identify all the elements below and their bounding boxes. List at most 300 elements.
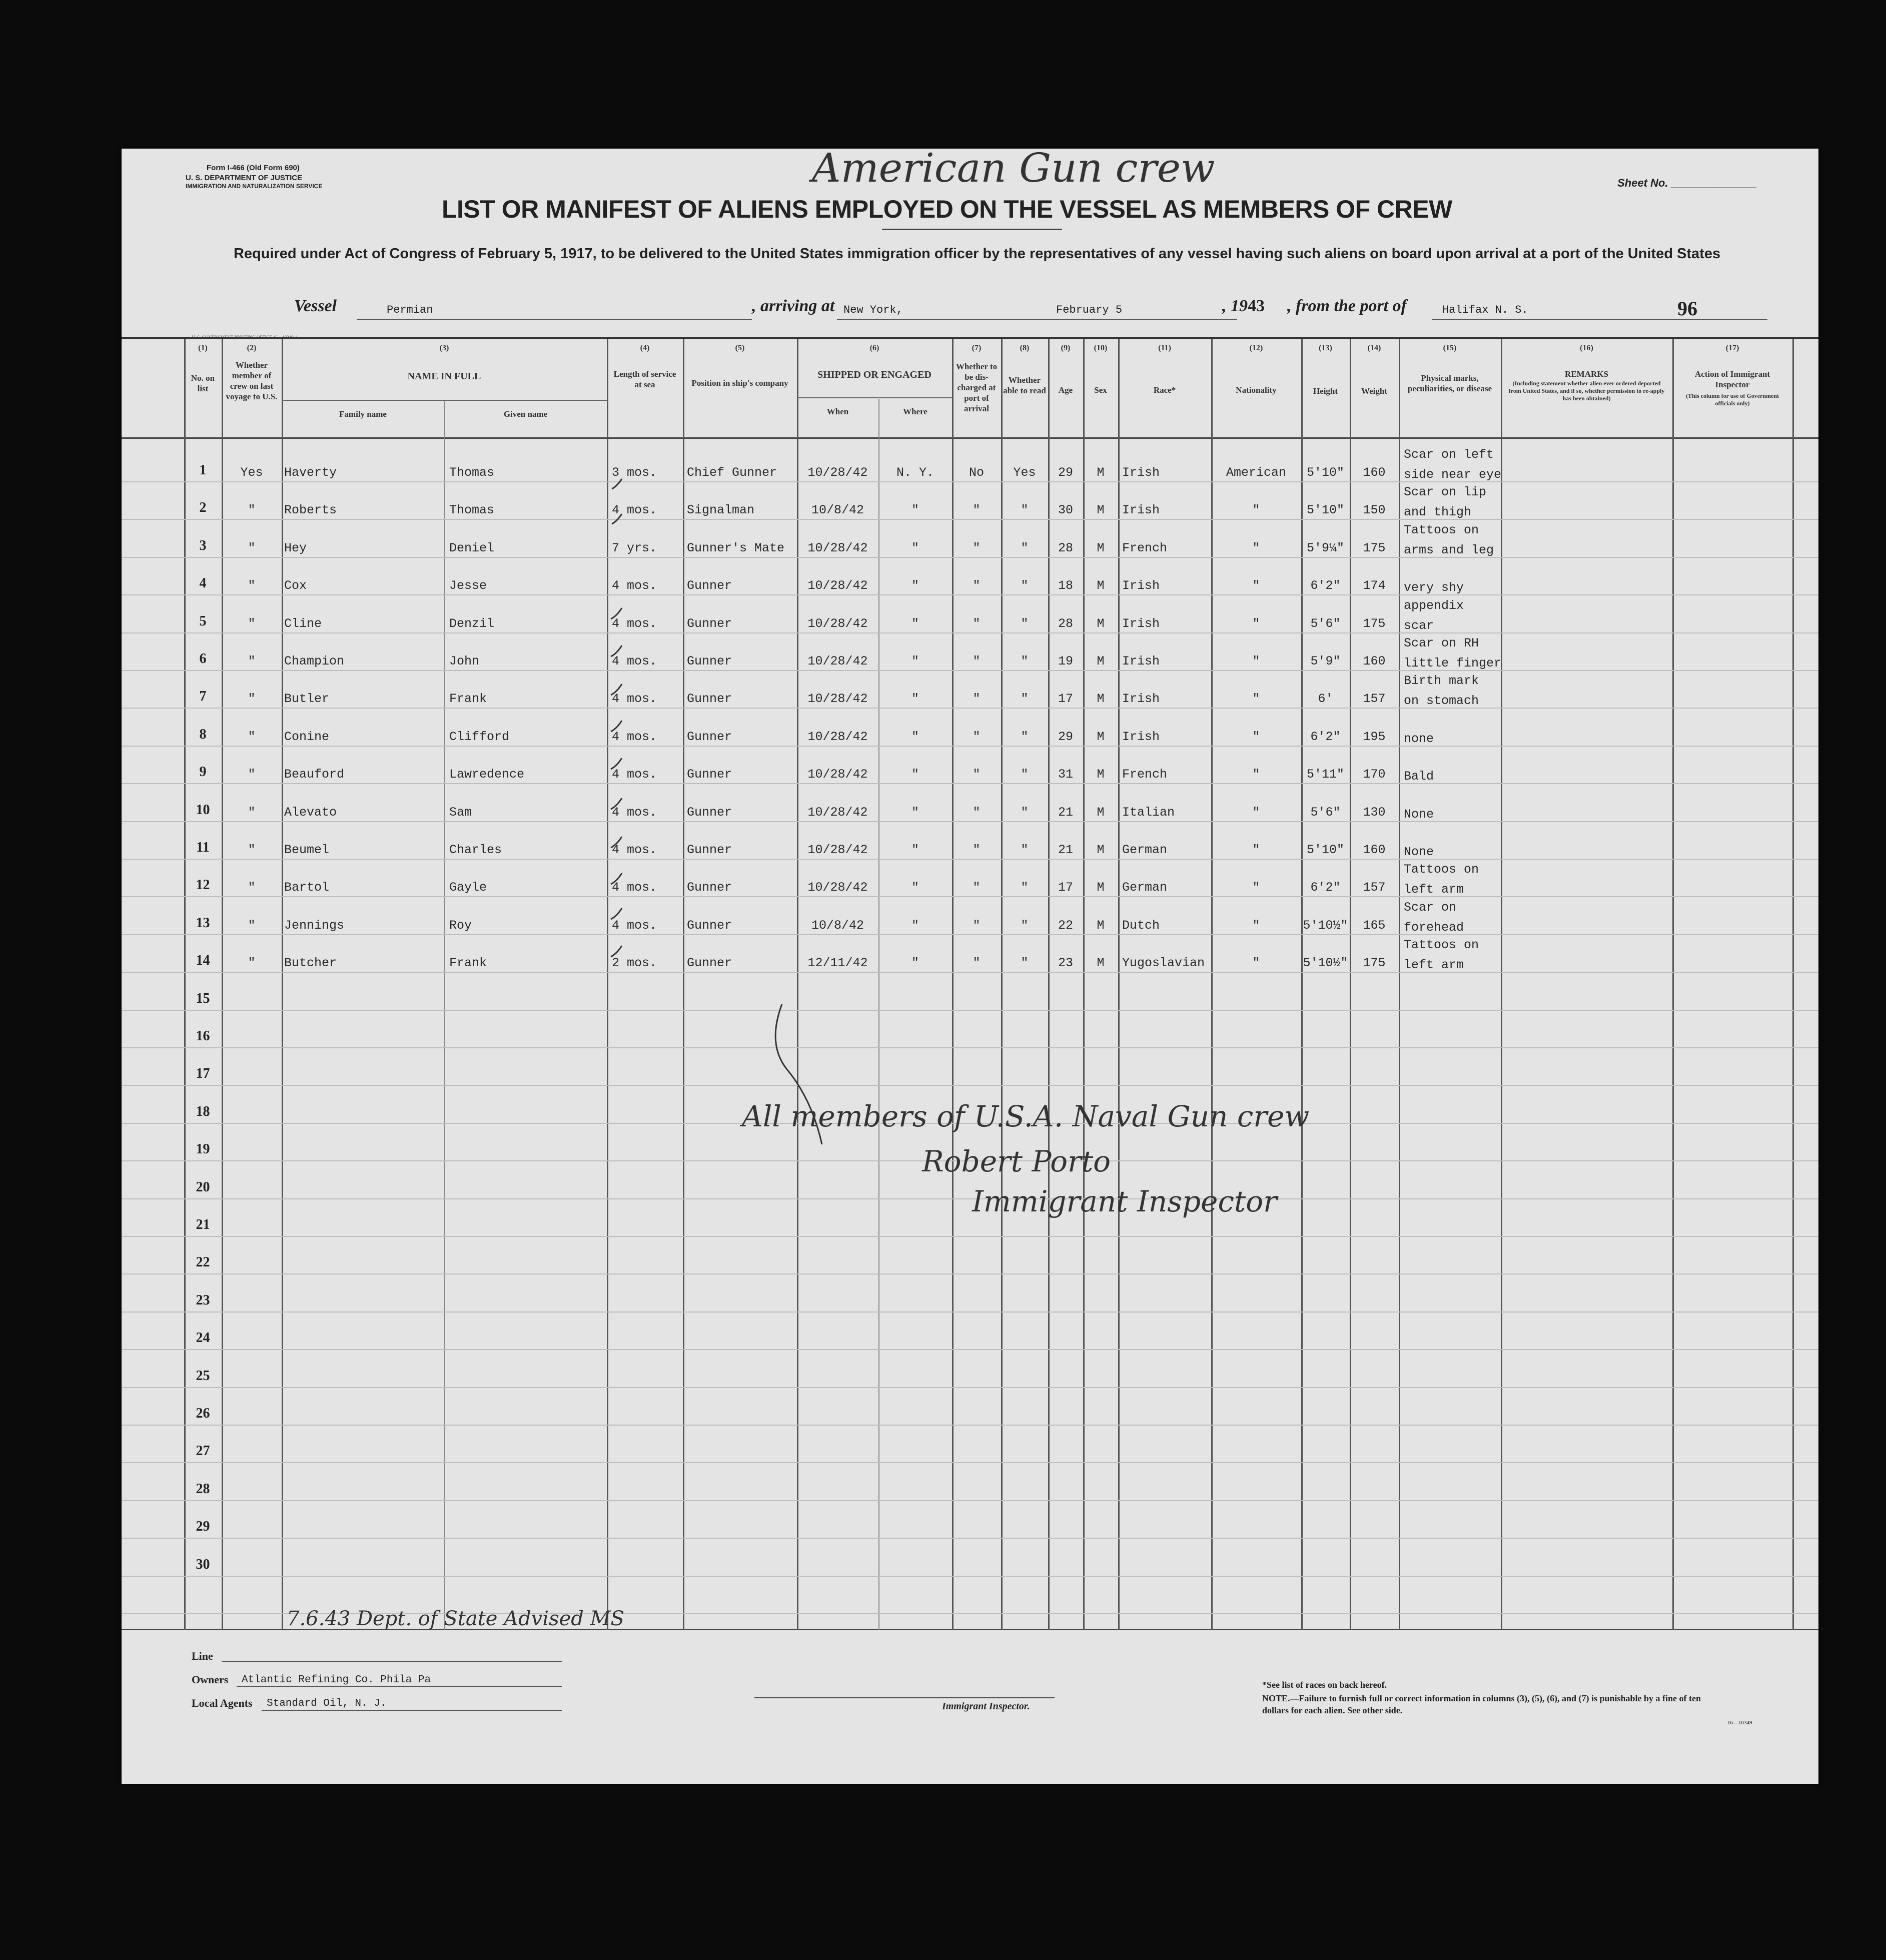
col-num: (13) <box>1319 344 1332 352</box>
col-num: (7) <box>972 344 982 352</box>
cell-sex: M <box>1097 730 1105 744</box>
col-num: (4) <box>640 344 650 352</box>
row-number: 20 <box>196 1179 210 1195</box>
cell-able-to-read: Yes <box>1013 465 1036 480</box>
handwritten-heading: American Gun crew <box>812 145 1215 191</box>
cell-sex: M <box>1097 918 1105 933</box>
cell-height: 5'10" <box>1306 503 1344 517</box>
row-rule <box>122 1085 1818 1086</box>
cell-discharged: No <box>969 465 984 480</box>
col-header-remarks: REMARKS <box>1565 369 1608 379</box>
manifest-title: LIST OR MANIFEST OF ALIENS EMPLOYED ON THE VESSEL AS MEMBERS OF CREW <box>442 195 1452 223</box>
cell-able-to-read: " <box>1021 578 1029 593</box>
cell-position: Chief Gunner <box>687 465 777 480</box>
cell-prev-voyage: " <box>248 578 256 593</box>
vessel-label: Vessel <box>294 297 337 315</box>
line-label: Line <box>192 1650 213 1662</box>
page-number: 96 <box>1677 297 1697 320</box>
cell-discharged: " <box>973 767 981 782</box>
col-header-position: Position in ship's company <box>691 378 788 388</box>
cell-service-length: 4 mos. <box>612 805 657 820</box>
cell-race: German <box>1122 880 1168 895</box>
cell-able-to-read: " <box>1021 730 1029 744</box>
row-rule <box>122 1425 1818 1426</box>
cell-shipped-where: " <box>911 956 919 970</box>
cell-nationality: " <box>1252 730 1260 744</box>
header-bottom-rule <box>122 437 1818 439</box>
cell-physical-marks: Scar on <box>1404 900 1457 915</box>
cell-service-length: 3 mos. <box>612 465 657 480</box>
row-number: 12 <box>196 877 210 893</box>
owners-value: Atlantic Refining Co. Phila Pa <box>242 1674 431 1686</box>
year-value: 43 <box>1248 297 1265 315</box>
cell-able-to-read: " <box>1021 956 1029 970</box>
row-rule <box>122 859 1818 860</box>
row-number: 15 <box>196 991 210 1006</box>
cell-sex: M <box>1097 578 1105 593</box>
cell-physical-marks: Tattoos on <box>1404 862 1479 877</box>
cell-able-to-read: " <box>1021 843 1029 857</box>
cell-position: Gunner <box>687 692 732 706</box>
row-number: 1 <box>199 462 207 478</box>
row-rule <box>122 1500 1818 1501</box>
cell-position: Gunner's Mate <box>687 541 785 555</box>
cell-age: 28 <box>1058 541 1073 555</box>
cell-race: Irish <box>1122 578 1160 593</box>
row-rule <box>122 1198 1818 1199</box>
table-top-rule <box>122 337 1818 339</box>
cell-service-length: 4 mos. <box>612 503 657 517</box>
row-number: 14 <box>196 953 210 968</box>
cell-given-name: Roy <box>449 918 472 933</box>
col-header-action-note: (This column for use of Government officials only) <box>1685 392 1779 407</box>
inspector-label: Immigrant Inspector. <box>942 1701 1030 1712</box>
row-number: 4 <box>199 575 207 591</box>
cell-prev-voyage: " <box>248 843 256 857</box>
cell-sex: M <box>1097 541 1105 555</box>
cell-weight: 165 <box>1363 918 1386 933</box>
cell-age: 21 <box>1058 843 1073 857</box>
col-header-where: Where <box>903 407 927 416</box>
cell-physical-marks: forehead <box>1404 920 1464 935</box>
row-rule <box>122 519 1818 520</box>
col-num: (9) <box>1061 344 1071 352</box>
cell-family-name: Hey <box>284 541 307 555</box>
cell-physical-marks: Tattoos on <box>1404 523 1479 537</box>
cell-weight: 130 <box>1363 805 1386 820</box>
cell-age: 19 <box>1058 654 1073 669</box>
cell-race: Irish <box>1122 503 1160 517</box>
cell-weight: 150 <box>1363 503 1386 517</box>
cell-physical-marks: very shy <box>1404 580 1464 595</box>
row-rule <box>122 1236 1818 1237</box>
col-header-shipped: SHIPPED OR ENGAGED <box>817 369 931 380</box>
cell-physical-marks: left arm <box>1404 882 1464 897</box>
col-header-discharged: Whether to be dis-charged at port of arrival <box>956 362 998 413</box>
cell-physical-marks: Scar on lip <box>1404 485 1487 499</box>
col-header-action: Action of Immigrant Inspector <box>1694 369 1770 389</box>
cell-prev-voyage: " <box>248 956 256 970</box>
cell-discharged: " <box>973 880 981 895</box>
cell-physical-marks: on stomach <box>1404 694 1479 708</box>
cell-weight: 157 <box>1363 880 1386 895</box>
row-number: 16 <box>196 1028 210 1044</box>
cell-physical-marks: Bald <box>1404 769 1434 784</box>
cell-physical-marks: arms and leg <box>1404 543 1494 557</box>
cell-physical-marks: Scar on RH <box>1404 636 1479 650</box>
cell-height: 6'2" <box>1310 578 1341 593</box>
year-label: , 1943 <box>1222 297 1265 315</box>
cell-race: Dutch <box>1122 918 1160 933</box>
row-rule <box>122 594 1818 595</box>
cell-prev-voyage: " <box>248 503 256 517</box>
cell-prev-voyage: Yes <box>240 465 263 480</box>
cell-nationality: " <box>1252 805 1260 820</box>
manifest-sheet <box>122 145 1818 1784</box>
col-num: (15) <box>1443 344 1457 352</box>
row-number: 13 <box>196 915 210 931</box>
cell-sex: M <box>1097 654 1105 669</box>
col-header-race: Race* <box>1153 385 1176 395</box>
cell-service-length: 4 mos. <box>612 730 657 744</box>
col-header-family-name: Family name <box>339 409 387 419</box>
cell-shipped-when: 10/28/42 <box>807 578 868 593</box>
cell-shipped-when: 10/28/42 <box>807 843 868 857</box>
cell-height: 6' <box>1318 692 1333 706</box>
col-header-nationality: Nationality <box>1236 385 1277 395</box>
cell-position: Gunner <box>687 843 732 857</box>
cell-age: 28 <box>1058 616 1073 631</box>
row-rule <box>122 1349 1818 1350</box>
cell-family-name: Cox <box>284 578 307 593</box>
cell-shipped-where: " <box>911 692 919 706</box>
cell-age: 22 <box>1058 918 1073 933</box>
cell-sex: M <box>1097 843 1105 857</box>
col-header-name: NAME IN FULL <box>407 371 481 382</box>
row-number: 27 <box>196 1443 210 1459</box>
row-number: 26 <box>196 1406 210 1421</box>
cell-race: Irish <box>1122 465 1160 480</box>
cell-service-length: 7 yrs. <box>612 541 657 555</box>
cell-family-name: Bartol <box>284 880 330 895</box>
cell-position: Gunner <box>687 880 732 895</box>
cell-shipped-when: 10/28/42 <box>807 692 868 706</box>
col-header-prev-voyage: Whether member of crew on last voyage to U.S. <box>226 360 278 401</box>
cell-able-to-read: " <box>1021 616 1029 631</box>
cell-able-to-read: " <box>1021 654 1029 669</box>
cell-weight: 160 <box>1363 654 1386 669</box>
cell-shipped-when: 10/8/42 <box>811 503 864 517</box>
row-rule <box>122 934 1818 935</box>
cell-weight: 174 <box>1363 578 1386 593</box>
row-number: 9 <box>199 764 207 780</box>
cell-position: Gunner <box>687 805 732 820</box>
cell-nationality: American <box>1226 465 1287 480</box>
row-rule <box>122 746 1818 747</box>
cell-position: Gunner <box>687 578 732 593</box>
cell-family-name: Butcher <box>284 956 337 970</box>
cell-prev-voyage: " <box>248 880 256 895</box>
date-note: 7.6.43 Dept. of State Advised MS <box>287 1607 624 1630</box>
cell-shipped-where: " <box>911 616 919 631</box>
cell-race: Yugoslavian <box>1122 956 1205 970</box>
fine-note: NOTE.—Failure to furnish full or correct information in columns (3), (5), (6), and (7) is punishable by a fine of ten dollars for each alien. See other side. <box>1262 1693 1701 1715</box>
cell-shipped-where: " <box>911 654 919 669</box>
cell-shipped-when: 10/28/42 <box>807 616 868 631</box>
row-rule <box>122 1387 1818 1388</box>
cell-discharged: " <box>973 578 981 593</box>
row-number: 5 <box>199 613 207 629</box>
cell-given-name: John <box>449 654 480 669</box>
cell-family-name: Conine <box>284 730 330 744</box>
cell-position: Gunner <box>687 767 732 782</box>
cell-age: 29 <box>1058 465 1073 480</box>
cell-weight: 195 <box>1363 730 1386 744</box>
cell-weight: 175 <box>1363 541 1386 555</box>
row-number: 18 <box>196 1104 210 1119</box>
cell-able-to-read: " <box>1021 805 1029 820</box>
cell-nationality: " <box>1252 616 1260 631</box>
cell-nationality: " <box>1252 692 1260 706</box>
cell-given-name: Frank <box>449 692 487 706</box>
cell-weight: 160 <box>1363 465 1386 480</box>
cell-family-name: Jennings <box>284 918 345 933</box>
cell-height: 6'2" <box>1310 880 1341 895</box>
cell-sex: M <box>1097 767 1105 782</box>
cell-height: 5'6" <box>1310 616 1341 631</box>
cell-height: 5'10½" <box>1303 918 1348 933</box>
row-number: 3 <box>199 538 207 553</box>
cell-service-length: 4 mos. <box>612 843 657 857</box>
row-number: 21 <box>196 1217 210 1232</box>
cell-position: Gunner <box>687 616 732 631</box>
cell-prev-voyage: " <box>248 730 256 744</box>
row-number: 28 <box>196 1481 210 1497</box>
row-rule <box>122 783 1818 784</box>
cell-nationality: " <box>1252 503 1260 517</box>
row-rule <box>122 1312 1818 1313</box>
annotation-line-3: Immigrant Inspector <box>972 1184 1277 1218</box>
row-rule <box>122 1047 1818 1048</box>
cell-height: 5'6" <box>1310 805 1341 820</box>
inspector-signature-line <box>754 1697 1055 1698</box>
cell-able-to-read: " <box>1021 503 1029 517</box>
cell-shipped-when: 10/28/42 <box>807 880 868 895</box>
cell-shipped-where: " <box>911 578 919 593</box>
cell-given-name: Clifford <box>449 730 510 744</box>
cell-race: German <box>1122 843 1168 857</box>
cell-shipped-where: " <box>911 880 919 895</box>
cell-given-name: Thomas <box>449 503 495 517</box>
from-value: Halifax N. S. <box>1442 304 1528 316</box>
cell-physical-marks: Tattoos on <box>1404 938 1479 952</box>
row-number: 23 <box>196 1292 210 1308</box>
row-number: 22 <box>196 1254 210 1270</box>
col-num: (1) <box>198 344 208 352</box>
cell-physical-marks: appendix <box>1404 598 1464 613</box>
row-number: 29 <box>196 1519 210 1534</box>
cell-given-name: Charles <box>449 843 502 857</box>
cell-nationality: " <box>1252 654 1260 669</box>
cell-discharged: " <box>973 956 981 970</box>
cell-position: Gunner <box>687 918 732 933</box>
cell-nationality: " <box>1252 843 1260 857</box>
col-header-read: Whether able to read <box>1003 375 1046 395</box>
cell-position: Gunner <box>687 654 732 669</box>
cell-service-length: 4 mos. <box>612 880 657 895</box>
cell-physical-marks: side near eye <box>1404 467 1502 482</box>
cell-family-name: Haverty <box>284 465 337 480</box>
col-num: (5) <box>735 344 745 352</box>
cell-given-name: Lawredence <box>449 767 525 782</box>
row-rule <box>122 1462 1818 1463</box>
col-header-when: When <box>826 407 849 416</box>
cell-age: 23 <box>1058 956 1073 970</box>
row-number: 2 <box>199 500 207 515</box>
cell-discharged: " <box>973 654 981 669</box>
col-num: (16) <box>1580 344 1593 352</box>
cell-shipped-when: 10/8/42 <box>811 918 864 933</box>
cell-discharged: " <box>973 503 981 517</box>
races-note: *See list of races on back hereof. <box>1262 1680 1387 1690</box>
cell-able-to-read: " <box>1021 541 1029 555</box>
col-num: (8) <box>1020 344 1030 352</box>
col-num: (12) <box>1249 344 1263 352</box>
arrival-date: February 5 <box>1056 304 1123 316</box>
check-marks <box>597 469 657 1119</box>
cell-given-name: Deniel <box>449 541 495 555</box>
cell-physical-marks: Birth mark <box>1404 674 1479 688</box>
col-header-no: No. on list <box>191 373 215 393</box>
cell-service-length: 4 mos. <box>612 578 657 593</box>
cell-physical-marks: None <box>1404 807 1434 822</box>
row-number: 30 <box>196 1557 210 1572</box>
cell-prev-voyage: " <box>248 654 256 669</box>
annotation-signature: Robert Porto <box>922 1144 1111 1178</box>
cell-service-length: 4 mos. <box>612 692 657 706</box>
col-num: (3) <box>439 344 449 352</box>
agents-value: Standard Oil, N. J. <box>267 1698 387 1709</box>
row-number: 19 <box>196 1141 210 1157</box>
cell-sex: M <box>1097 503 1105 517</box>
cell-height: 5'10½" <box>1303 956 1348 970</box>
cell-sex: M <box>1097 616 1105 631</box>
cell-weight: 160 <box>1363 843 1386 857</box>
col-header-remarks-note: (Including statement whether alien ever ordered deported from United States, and if so, whether permission to re-apply has been obtained) <box>1508 380 1665 402</box>
cell-shipped-when: 10/28/42 <box>807 541 868 555</box>
cell-service-length: 4 mos. <box>612 767 657 782</box>
col-num: (17) <box>1725 344 1739 352</box>
cell-sex: M <box>1097 805 1105 820</box>
cell-physical-marks: Scar on left <box>1404 447 1494 462</box>
cell-family-name: Butler <box>284 692 330 706</box>
cell-physical-marks: scar <box>1404 618 1434 633</box>
cell-physical-marks: none <box>1404 732 1434 746</box>
cell-family-name: Beauford <box>284 767 345 782</box>
department-label: U. S. DEPARTMENT OF JUSTICE <box>186 174 303 182</box>
cell-age: 30 <box>1058 503 1073 517</box>
cell-prev-voyage: " <box>248 616 256 631</box>
cell-family-name: Roberts <box>284 503 337 517</box>
owners-label: Owners <box>192 1673 229 1686</box>
col-num: (2) <box>247 344 257 352</box>
col-header-service: Length of service at sea <box>613 369 676 389</box>
cell-age: 17 <box>1058 692 1073 706</box>
row-number: 10 <box>196 802 210 818</box>
cell-shipped-when: 10/28/42 <box>807 654 868 669</box>
cell-age: 18 <box>1058 578 1073 593</box>
arriving-value: New York, <box>843 304 903 316</box>
handwritten-stroke <box>767 999 857 1164</box>
cell-height: 5'11" <box>1306 767 1344 782</box>
cell-prev-voyage: " <box>248 767 256 782</box>
col-header-physical-marks: Physical marks, peculiarities, or disease <box>1407 373 1492 393</box>
cell-physical-marks: little finger <box>1404 656 1502 671</box>
cell-nationality: " <box>1252 541 1260 555</box>
row-rule <box>122 481 1818 482</box>
cell-discharged: " <box>973 692 981 706</box>
cell-discharged: " <box>973 843 981 857</box>
cell-discharged: " <box>973 730 981 744</box>
col-header-weight: Weight <box>1361 386 1387 396</box>
row-rule <box>122 1576 1818 1577</box>
col-num: (14) <box>1367 344 1381 352</box>
service-label: IMMIGRATION AND NATURALIZATION SERVICE <box>186 183 323 190</box>
manifest-subtitle: Required under Act of Congress of February 5, 1917, to be delivered to the United States immigration officer by the representatives of any vessel having such aliens on board upon arrival at a port of the United States <box>233 246 1721 262</box>
row-rule <box>122 896 1818 897</box>
form-id: Form I-466 (Old Form 690) <box>207 164 300 172</box>
cell-nationality: " <box>1252 956 1260 970</box>
row-rule <box>122 1538 1818 1539</box>
cell-prev-voyage: " <box>248 692 256 706</box>
row-number: 24 <box>196 1330 210 1346</box>
col-num: (11) <box>1158 344 1171 352</box>
cell-prev-voyage: " <box>248 541 256 555</box>
cell-sex: M <box>1097 465 1105 480</box>
cell-able-to-read: " <box>1021 767 1029 782</box>
cell-family-name: Cline <box>284 616 322 631</box>
cell-shipped-when: 10/28/42 <box>807 767 868 782</box>
cell-race: Irish <box>1122 730 1160 744</box>
cell-given-name: Sam <box>449 805 472 820</box>
col-num: (6) <box>869 344 879 352</box>
vessel-line <box>294 297 337 316</box>
row-number: 6 <box>199 651 207 667</box>
cell-service-length: 4 mos. <box>612 654 657 669</box>
cell-weight: 175 <box>1363 616 1386 631</box>
cell-shipped-where: N. Y. <box>896 465 934 480</box>
cell-position: Gunner <box>687 730 732 744</box>
cell-shipped-where: " <box>911 843 919 857</box>
cell-sex: M <box>1097 880 1105 895</box>
cell-given-name: Thomas <box>449 465 495 480</box>
sheet-number: Sheet No. ______________ <box>1617 177 1757 189</box>
row-rule <box>122 557 1818 558</box>
cell-service-length: 2 mos. <box>612 956 657 970</box>
row-rule <box>122 1273 1818 1274</box>
agents-label: Local Agents <box>192 1697 253 1709</box>
cell-race: Irish <box>1122 654 1160 669</box>
cell-physical-marks: None <box>1404 845 1434 859</box>
cell-service-length: 4 mos. <box>612 918 657 933</box>
cell-shipped-when: 10/28/42 <box>807 465 868 480</box>
cell-given-name: Jesse <box>449 578 487 593</box>
cell-family-name: Beumel <box>284 843 330 857</box>
cell-position: Gunner <box>687 956 732 970</box>
cell-sex: M <box>1097 692 1105 706</box>
cell-shipped-when: 10/28/42 <box>807 805 868 820</box>
cell-discharged: " <box>973 541 981 555</box>
